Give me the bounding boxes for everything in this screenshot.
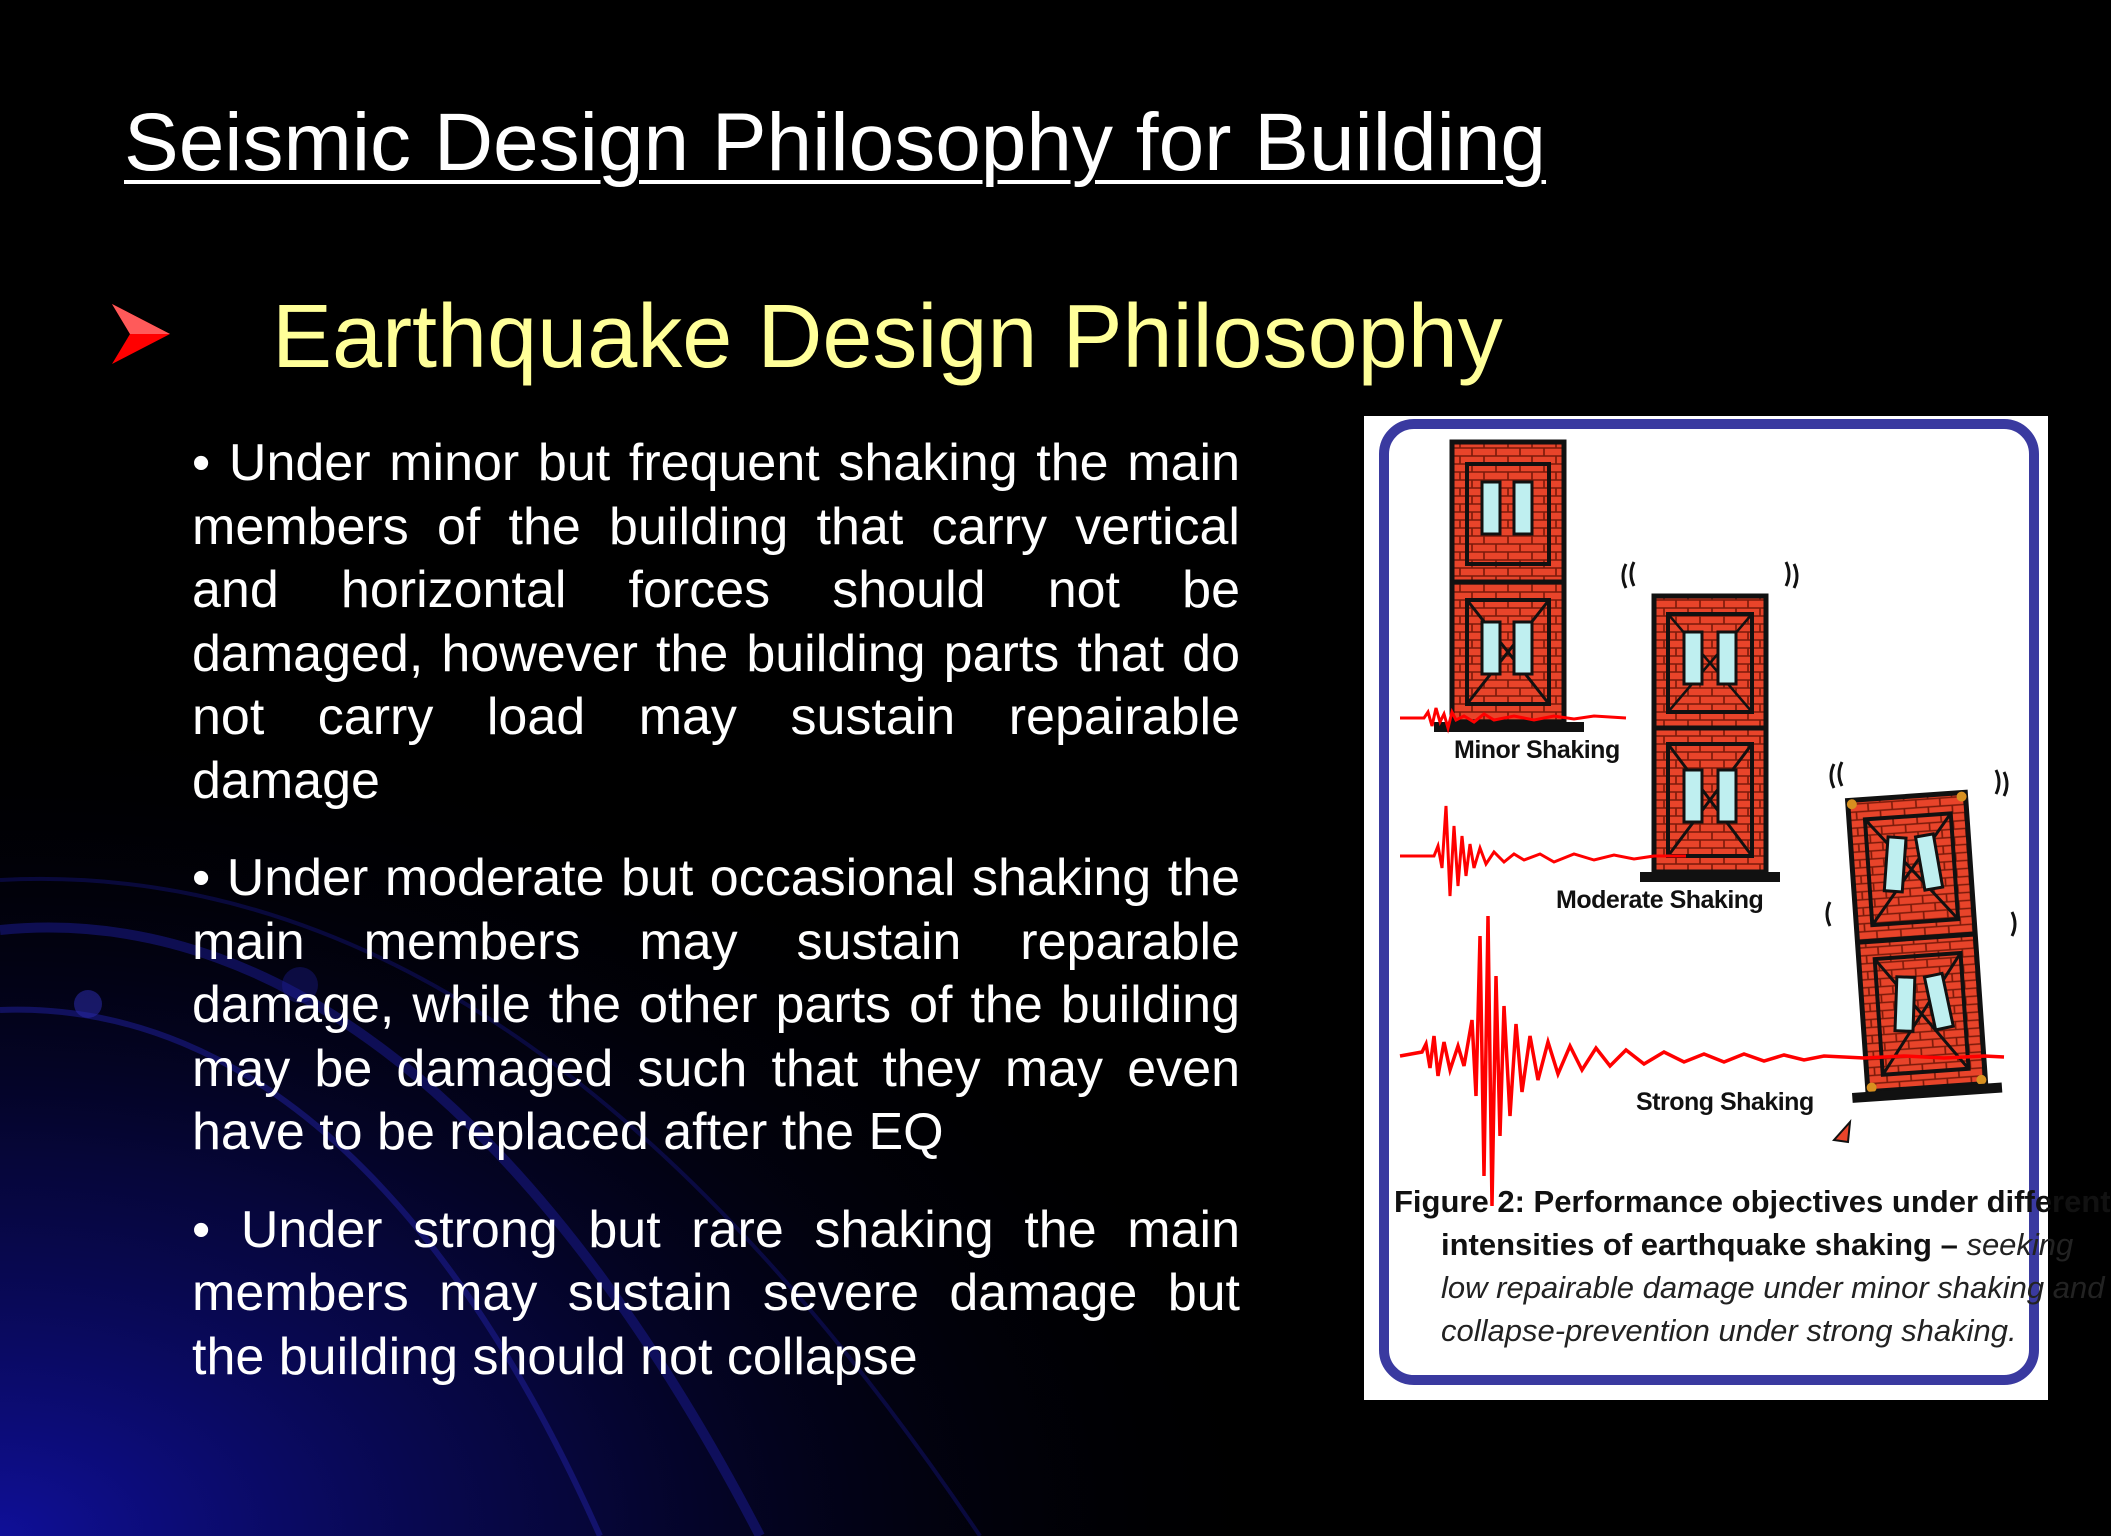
caption-line1: Figure 2: Performance objectives under different [1394, 1184, 2111, 1219]
subheading: Earthquake Design Philosophy [272, 287, 1503, 387]
caption-line2-italic: seeking [1957, 1227, 2074, 1262]
figure-performance-objectives [1364, 416, 2111, 1400]
building-moderate-icon [1623, 562, 1797, 882]
label-strong-shaking: Strong Shaking [1636, 1088, 1814, 1116]
caption-line4: collapse-prevention under strong shaking. [1441, 1313, 2017, 1348]
bullet-moderate-shaking: • Under moderate but occasional shaking the main members may sustain reparable damage, while the other parts of the building may be damaged such that they may even have to be replaced after the EQ [192, 849, 1240, 1161]
seismogram-moderate [1400, 806, 1686, 896]
bullet-minor-shaking: • Under minor but frequent shaking the main members of the building that carry vertical and horizontal forces should not be damaged, however the building parts that do not carry load may sustain repairable damage [192, 434, 1240, 810]
label-minor-shaking: Minor Shaking [1454, 736, 1620, 764]
label-moderate-shaking: Moderate Shaking [1556, 886, 1764, 914]
bullet-list [192, 432, 1240, 1423]
bullet-strong-shaking: • Under strong but rare shaking the main members may sustain severe damage but the building should not collapse [192, 1200, 1240, 1386]
caption-line2-bold: intensities of earthquake shaking – [1441, 1227, 1958, 1262]
figure-caption [1394, 1180, 2111, 1352]
caption-line3: low repairable damage under minor shaking and [1441, 1270, 2105, 1305]
building-minor-icon [1434, 442, 1584, 732]
arrowhead-bullet-icon [110, 302, 172, 366]
slide-title: Seismic Design Philosophy for Building [124, 97, 1547, 188]
